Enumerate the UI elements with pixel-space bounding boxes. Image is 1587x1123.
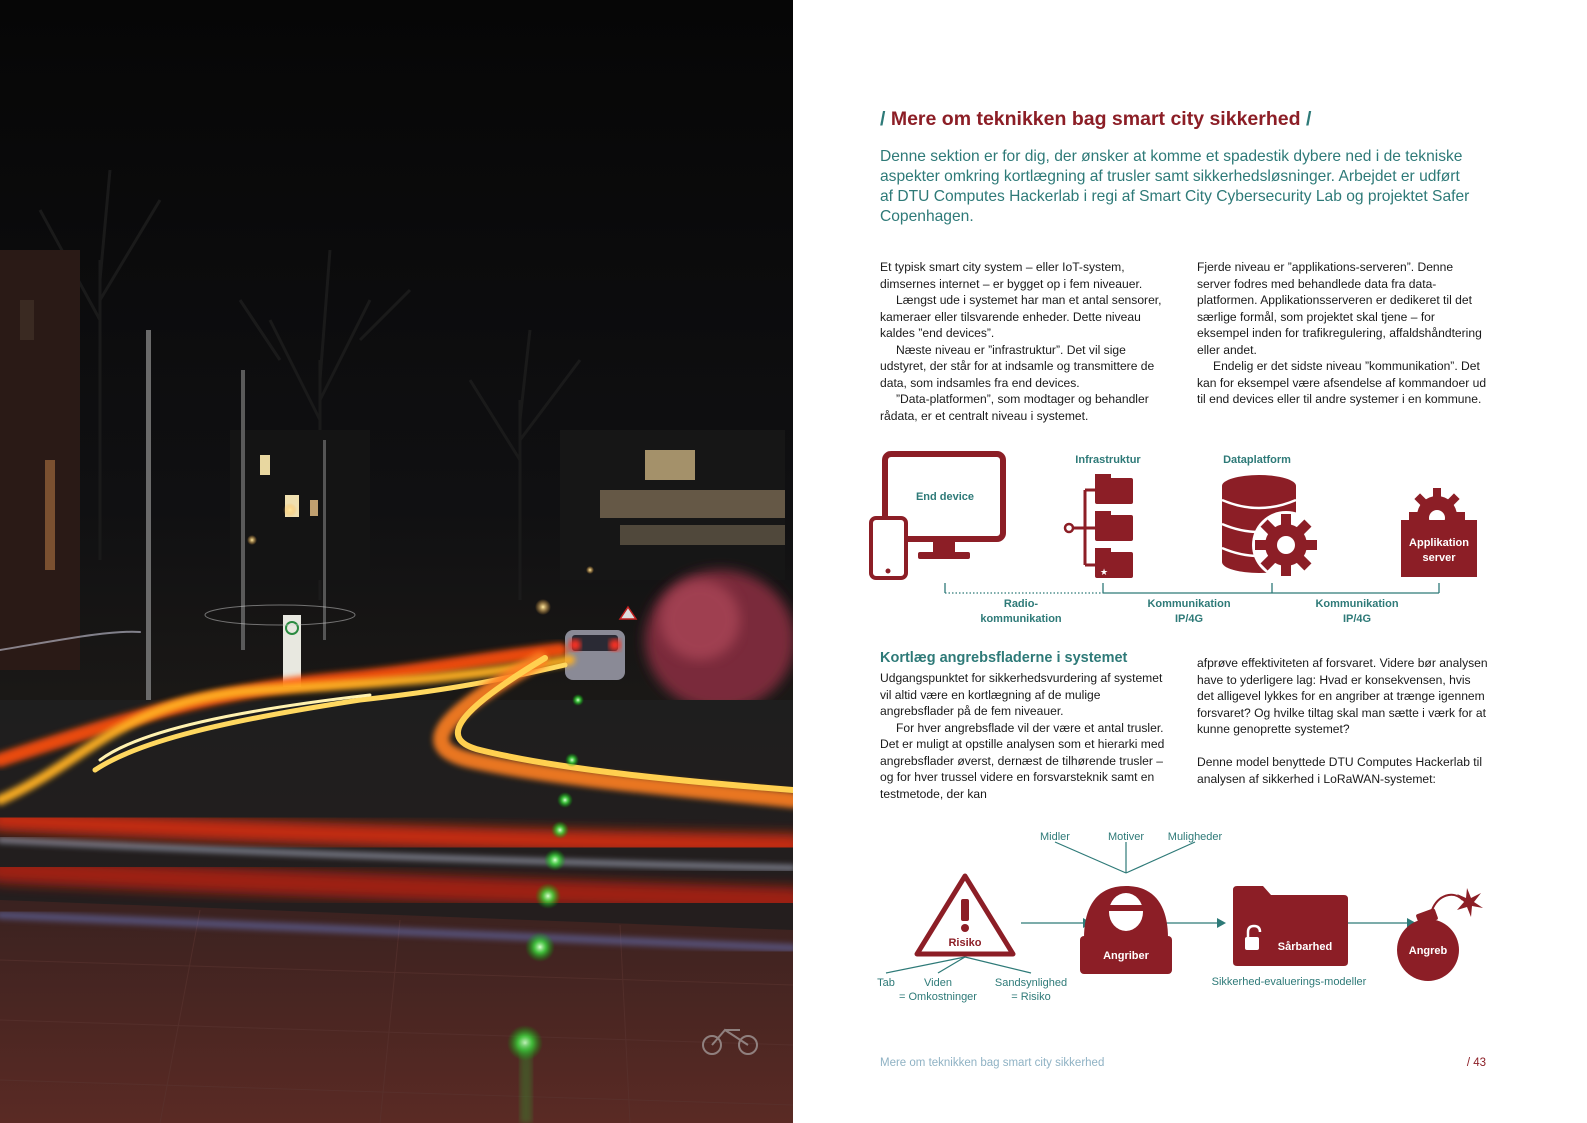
page-number: / 43 — [1466, 1057, 1486, 1069]
intro-paragraph: Fjerde niveau er ”applikations-serveren”. Denne server fodres med behandlede data fra data-platformen. Applikationsserveren er dedikeret til det særlige formål, som projektet skal tjene – for eksempel inden for trafikregulering, affaldshåndtering eller andet. — [1197, 260, 1482, 357]
phone-icon — [871, 518, 906, 578]
title-slash-right: / — [1305, 108, 1312, 130]
radio-label-line1: Radio- — [1003, 598, 1039, 610]
sandsynlighed-label-line1: Sandsynlighed — [994, 977, 1068, 989]
section2-column-2 — [1197, 655, 1489, 787]
section2-paragraph: afprøve effektiviteten af forsvaret. Videre bør analysen have to yderligere lag: Hvad er konsekvensen, hvis det alligevel lykkes for en angriber at trænge igennem forsvaret? Og hvilke tiltag skal man sætte i værk for at kunne genoprette systemet? — [1197, 656, 1488, 736]
viden-label-line2: = Omkostninger — [899, 991, 977, 1003]
app-server-label-line1: Applikation — [1409, 537, 1469, 549]
app-server-label-line2: server — [1422, 552, 1456, 564]
title-text: Mere om teknikken bag smart city sikkerhed — [890, 108, 1301, 130]
intro-paragraph: Længst ude i systemet har man et antal sensorer, kameraer eller tilsvarende enheder. Dette niveau kaldes ”end devices”. — [880, 293, 1162, 340]
komm2-label-line2: IP/4G — [1342, 613, 1372, 625]
tab-label: Tab — [877, 977, 895, 989]
section2-paragraph: For hver angrebsflade vil der være et antal trusler. Det er muligt at opstille analysen som et hierarki med angrebsflader øverst, dernæst de tilhørende trusler – og for hver trussel videre en forsvarsteknik samt en testmetode, der kan — [880, 720, 1165, 801]
infrastruktur-label: Infrastruktur — [1075, 454, 1141, 466]
section2-column-1 — [880, 670, 1172, 802]
viden-label-line1: Viden — [924, 977, 952, 989]
radio-label-line2: kommunikation — [980, 613, 1062, 625]
communication-lines — [945, 583, 1439, 593]
section2-paragraph: Udgangspunktet for sikkerhedsvurdering af systemet vil altid være en kortlægning af de mulige angrebsflader på de fem niveauer. — [880, 671, 1163, 718]
gear-icon — [1252, 511, 1320, 579]
end-device-label: End device — [915, 491, 975, 503]
risiko-label: Risiko — [948, 937, 982, 949]
evaluation-models-label: Sikkerhed-evaluerings-modeller — [1211, 976, 1367, 988]
intro-paragraph: Et typisk smart city system – eller IoT-system, dimsernes internet – er bygget op i fem niveauer. — [880, 260, 1143, 291]
intro-paragraph: Endelig er det sidste niveau ”kommunikation”. Det kan for eksempel være afsendelse af kommandoer ud til end devices eller til andre systemer i en kommune. — [1197, 359, 1487, 406]
title-slash-left: / — [880, 108, 886, 130]
komm1-label-line1: Kommunikation — [1147, 598, 1231, 610]
saarbarhed-label: Sårbarhed — [1277, 941, 1333, 953]
muligheder-label: Muligheder — [1167, 831, 1223, 843]
komm1-label-line2: IP/4G — [1174, 613, 1204, 625]
midler-label: Midler — [1040, 831, 1070, 843]
running-footer: Mere om teknikken bag smart city sikkerhed — [880, 1057, 1105, 1069]
lead-paragraph: Denne sektion er for dig, der ønsker at komme et spadestik dybere ned i de tekniske aspekter omkring kortlægning af trusler samt sikkerhedsløsninger. Arbejdet er udført af DTU Computes Hackerlab i regi af Smart City Cybersecurity Lab og projektet Safer Copenhagen. — [880, 148, 1470, 225]
section-heading: Kortlæg angrebsfladerne i systemet — [880, 650, 1128, 666]
svg-text:★: ★ — [1100, 568, 1109, 578]
bomb-icon — [1397, 888, 1483, 981]
intro-paragraph: Næste niveau er ”infrastruktur”. Det vil sige udstyret, der står for at indsamle og transmittere de data, som indsamles fra end devices. — [880, 342, 1155, 390]
folder-tree-icon — [1065, 474, 1133, 578]
komm2-label-line1: Kommunikation — [1315, 598, 1399, 610]
section2-paragraph: Denne model benyttede DTU Computes Hackerlab til analysen af sikkerhed i LoRaWAN-systemet: — [1197, 755, 1483, 786]
text-page — [793, 0, 1587, 1123]
night-street-photo — [0, 0, 793, 1123]
system-levels-diagram — [793, 0, 1587, 1123]
sandsynlighed-label-line2: = Risiko — [1011, 991, 1051, 1003]
angriber-label: Angriber — [1103, 950, 1149, 962]
folder-lock-icon — [1233, 886, 1348, 966]
intro-paragraph: ”Data-platformen”, som modtager og behandler rådata, er et centralt niveau i systemet. — [880, 392, 1149, 423]
dataplatform-label: Dataplatform — [1223, 454, 1291, 466]
angreb-label: Angreb — [1408, 945, 1448, 957]
motiver-label: Motiver — [1107, 831, 1145, 843]
